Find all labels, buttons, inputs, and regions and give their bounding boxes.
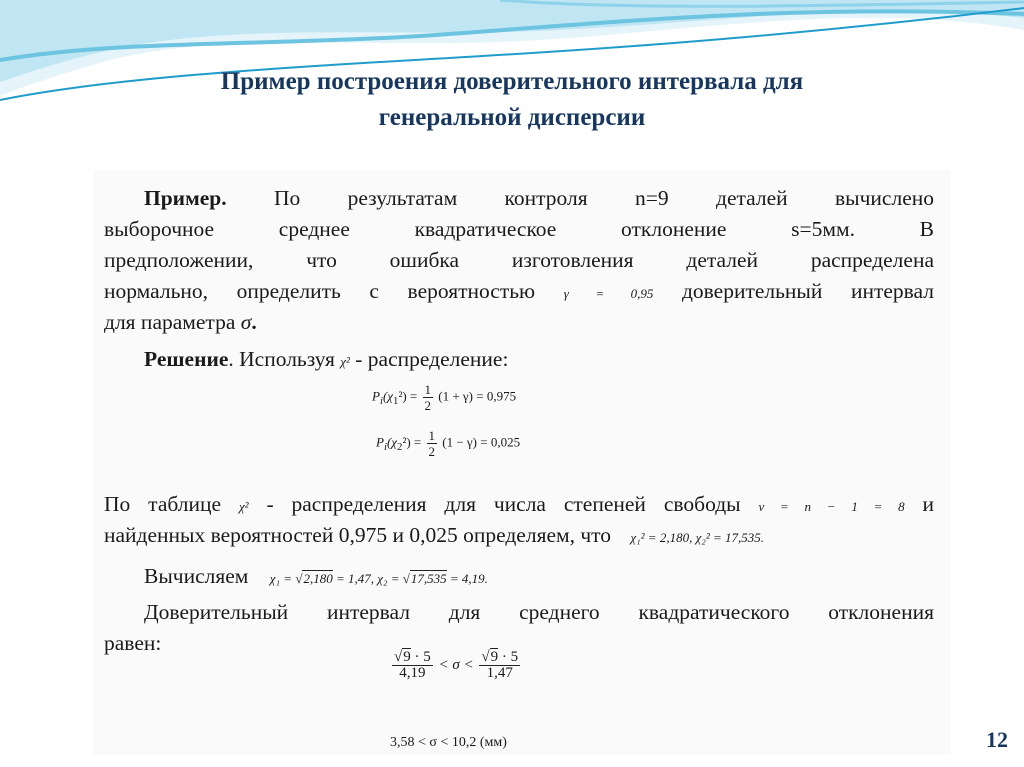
p2-arg-sub: 2 xyxy=(397,441,403,454)
p1-arg-sub: 1 xyxy=(393,395,399,408)
p1-arg: (χ xyxy=(382,388,394,404)
chi2-radicand: 17,535 xyxy=(410,571,447,586)
interval-line-1: Доверительный интервал для среднего квадратического отклонения xyxy=(144,600,934,624)
example-line-4 xyxy=(104,276,934,309)
p1-symbol: P xyxy=(372,388,380,404)
solution-text-a: . Используя xyxy=(228,347,335,371)
chi2-value: = 4,19. xyxy=(449,571,488,586)
solution-text-b: - распределение: xyxy=(355,347,509,371)
interval-left-num: √9 · 5 xyxy=(394,649,431,665)
chi1-radicand: 2,180 xyxy=(303,571,333,586)
example-period: . xyxy=(251,310,257,334)
solution-line xyxy=(104,344,974,377)
interval-formula xyxy=(390,650,522,681)
table-line-1 xyxy=(104,489,934,522)
p1-arg-end: ²) = xyxy=(398,388,418,404)
p2-arg-end: ²) = xyxy=(402,434,422,450)
example-text-5: для параметра xyxy=(104,310,236,334)
table-line-2 xyxy=(104,520,934,553)
left-num-tail: · 5 xyxy=(414,649,431,665)
gamma-formula: γ = 0,95 xyxy=(563,286,654,301)
chi1-value: = 1,47, xyxy=(335,571,374,586)
interval-left-den: 4,19 xyxy=(399,665,426,681)
example-line-1 xyxy=(104,183,934,214)
page-number: 12 xyxy=(986,727,1008,752)
interval-line-2: равен: xyxy=(104,631,162,655)
left-radicand: 9 xyxy=(403,649,411,665)
chi-values: χ₁² = 2,180, χ₂² = 17,535. xyxy=(630,530,764,545)
compute-line xyxy=(104,561,974,594)
table-text-1b: - распределения для числа степеней свободы xyxy=(266,492,741,516)
p1-frac-num: 1 xyxy=(424,382,432,397)
example-label: Пример. xyxy=(144,186,227,210)
interval-middle: < σ < xyxy=(438,656,474,673)
table-chi-symbol: χ² xyxy=(238,499,249,514)
example-text-4b: доверительный интервал xyxy=(681,279,935,303)
title-line-2: генеральной дисперсии xyxy=(378,104,646,131)
chi-symbol: χ² xyxy=(340,354,350,369)
compute-formula: χ₁ = √2,180 = 1,47, χ₂ = √17,535 = 4,19. xyxy=(269,571,488,586)
chi1-label: χ₁ = xyxy=(269,571,293,586)
p2-sub: i xyxy=(383,441,387,454)
table-text-1c: и xyxy=(922,492,935,516)
p2-frac-num: 1 xyxy=(428,428,436,443)
sigma-symbol: σ xyxy=(240,310,252,334)
example-line-2: выборочное среднее квадратическое отклонение s=5мм. В xyxy=(104,217,934,241)
p2-fraction xyxy=(427,428,438,459)
table-text-2a: найденных вероятностей 0,975 и 0,025 определяем, что xyxy=(104,523,612,547)
interval-right-den: 1,47 xyxy=(486,665,513,681)
interval-right-num: √9 · 5 xyxy=(481,649,519,665)
example-line-3: предположении, что ошибка изготовления деталей распределена xyxy=(104,248,934,272)
table-text-1a: По таблице xyxy=(104,492,222,516)
nu-formula: ν = n − 1 = 8 xyxy=(758,499,905,514)
example-text-1: По результатам контроля n=9 деталей вычислено xyxy=(273,186,934,210)
compute-label: Вычисляем xyxy=(144,564,249,588)
p2-frac-den: 2 xyxy=(428,444,436,459)
right-num-tail: · 5 xyxy=(501,649,519,665)
interval-right-fraction xyxy=(479,650,520,681)
interval-result: 3,58 < σ < 10,2 (мм) xyxy=(390,735,507,750)
formula-p1 xyxy=(372,382,516,413)
example-text-4a: нормально, определить с вероятностью xyxy=(104,279,536,303)
solution-label: Решение xyxy=(144,347,229,371)
p1-tail: (1 + γ) = 0,975 xyxy=(438,388,517,404)
p2-tail: (1 − γ) = 0,025 xyxy=(442,434,521,450)
title-line-1: Пример построения доверительного интервала для xyxy=(220,68,804,95)
page-title xyxy=(0,64,1024,136)
p1-sub: i xyxy=(379,395,383,408)
example-line-5 xyxy=(104,307,934,338)
p2-arg: (χ xyxy=(386,434,398,450)
p2-symbol: P xyxy=(376,434,384,450)
right-radicand: 9 xyxy=(490,649,499,665)
formula-p2 xyxy=(376,428,520,459)
p1-frac-den: 2 xyxy=(424,398,432,413)
p1-fraction xyxy=(423,382,434,413)
chi2-label: χ₂ = xyxy=(377,571,400,586)
interval-left-fraction xyxy=(392,650,433,681)
